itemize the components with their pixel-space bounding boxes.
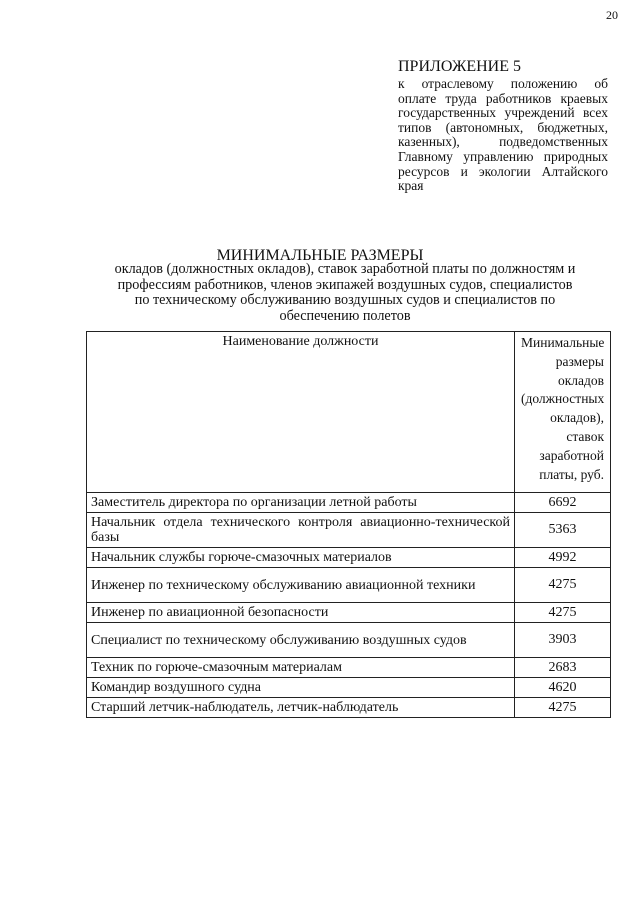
header-min-salary: Минимальные размеры окладов (должностных окладов), ставок заработной платы, руб. [515,332,611,493]
header-position-name: Наименование должности [87,332,515,493]
position-name: Специалист по техническому обслуживанию воздушных судов [87,623,515,658]
salary-table [86,331,611,718]
salary-value: 3903 [515,623,611,658]
salary-value: 6692 [515,493,611,513]
table-row [87,513,611,548]
position-name: Инженер по авиационной безопасности [87,603,515,623]
table-row [87,493,611,513]
position-name: Начальник отдела технического контроля авиационно-технической базы [87,513,515,548]
appendix-title: ПРИЛОЖЕНИЕ 5 [398,58,522,75]
position-name: Начальник службы горюче-смазочных материалов [87,548,515,568]
table-row [87,548,611,568]
salary-value: 4275 [515,603,611,623]
position-name: Старший летчик-наблюдатель, летчик-наблюдатель [87,698,515,718]
salary-value: 2683 [515,658,611,678]
appendix-block [398,58,608,194]
table-row [87,698,611,718]
document-title: МИНИМАЛЬНЫЕ РАЗМЕРЫ [216,247,424,264]
salary-value: 4992 [515,548,611,568]
salary-value: 4275 [515,698,611,718]
position-name: Заместитель директора по организации летной работы [87,493,515,513]
table-row [87,568,611,603]
table-row [87,658,611,678]
position-name: Командир воздушного судна [87,678,515,698]
table-row [87,678,611,698]
salary-value: 5363 [515,513,611,548]
appendix-text: к отраслевому положению об оплате труда работников краевых государственных учреждений всех типов (автономных, бюджетных, казенных), подведомственных Главному управлению природных ресурсов и экологии Алтайского края [398,76,608,194]
table-row [87,603,611,623]
position-name: Техник по горюче-смазочным материалам [87,658,515,678]
document-subtitle: окладов (должностных окладов), ставок заработной платы по должностям и профессиям работников, членов экипажей воздушных судов, специалистов по техническому обслуживанию воздушных судов и специалистов по обеспечению полетов [114,261,576,324]
position-name: Инженер по техническому обслуживанию авиационной техники [87,568,515,603]
page-number: 20 [606,8,618,22]
table-row [87,623,611,658]
table-header-row [87,332,611,493]
salary-value: 4620 [515,678,611,698]
salary-value: 4275 [515,568,611,603]
